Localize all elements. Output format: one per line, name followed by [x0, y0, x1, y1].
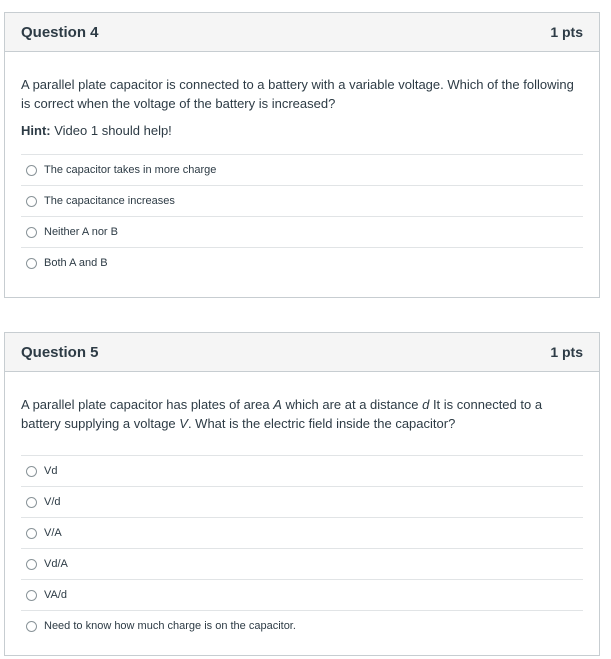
question-5-header	[5, 333, 599, 372]
answer-option[interactable]	[21, 155, 583, 186]
question-5-title: Question 5	[21, 343, 99, 361]
answer-option[interactable]	[21, 217, 583, 248]
radio-button[interactable]	[26, 258, 37, 269]
question-4-title: Question 4	[21, 23, 99, 41]
question-4-text: A parallel plate capacitor is connected to a battery with a variable voltage. Which of the following is correct when the voltage of the battery is increased?	[21, 77, 574, 111]
answer-option[interactable]	[21, 580, 583, 611]
question-4-card	[4, 12, 600, 298]
hint-text: Video 1 should help!	[50, 123, 172, 138]
radio-button[interactable]	[26, 559, 37, 570]
answer-option[interactable]	[21, 186, 583, 217]
var-d: d	[422, 397, 430, 412]
answer-label: Neither A nor B	[44, 226, 118, 238]
answer-label: V/A	[44, 527, 62, 539]
answer-label: V/d	[44, 496, 61, 508]
hint-label: Hint:	[21, 123, 51, 138]
question-5-body	[5, 372, 599, 641]
question-5-text	[21, 372, 583, 433]
question-4-header	[5, 13, 599, 52]
answer-option[interactable]	[21, 518, 583, 549]
question-4-body	[5, 52, 599, 278]
answer-label: Vd/A	[44, 558, 68, 570]
answer-label: The capacitance increases	[44, 195, 175, 207]
answer-option[interactable]	[21, 487, 583, 518]
answer-option[interactable]	[21, 456, 583, 487]
answer-label: The capacitor takes in more charge	[44, 164, 217, 176]
answer-option[interactable]	[21, 611, 583, 641]
question-4-hint	[21, 123, 583, 138]
question-4-points: 1 pts	[550, 24, 583, 40]
radio-button[interactable]	[26, 528, 37, 539]
q5-text-part-4: . What is the electric field inside the capacitor?	[187, 416, 456, 431]
radio-button[interactable]	[26, 165, 37, 176]
q5-text-part-2: which are at a distance	[281, 397, 423, 412]
question-4-answers	[21, 154, 583, 278]
question-5-answers	[21, 455, 583, 641]
var-v: V	[179, 416, 188, 431]
radio-button[interactable]	[26, 590, 37, 601]
answer-label: Vd	[44, 465, 58, 477]
radio-button[interactable]	[26, 497, 37, 508]
q5-text-part-1: A parallel plate capacitor has plates of area	[21, 397, 274, 412]
radio-button[interactable]	[26, 227, 37, 238]
answer-label: Need to know how much charge is on the capacitor.	[44, 620, 296, 632]
answer-option[interactable]	[21, 248, 583, 278]
radio-button[interactable]	[26, 466, 37, 477]
question-5-card	[4, 332, 600, 656]
answer-label: Both A and B	[44, 257, 108, 269]
answer-label: VA/d	[44, 589, 68, 601]
q5-text-part-3: It is connected to a battery supplying a voltage	[21, 397, 543, 431]
radio-button[interactable]	[26, 621, 37, 632]
radio-button[interactable]	[26, 196, 37, 207]
answer-option[interactable]	[21, 549, 583, 580]
question-5-points: 1 pts	[550, 344, 583, 360]
var-a: A	[273, 397, 282, 412]
